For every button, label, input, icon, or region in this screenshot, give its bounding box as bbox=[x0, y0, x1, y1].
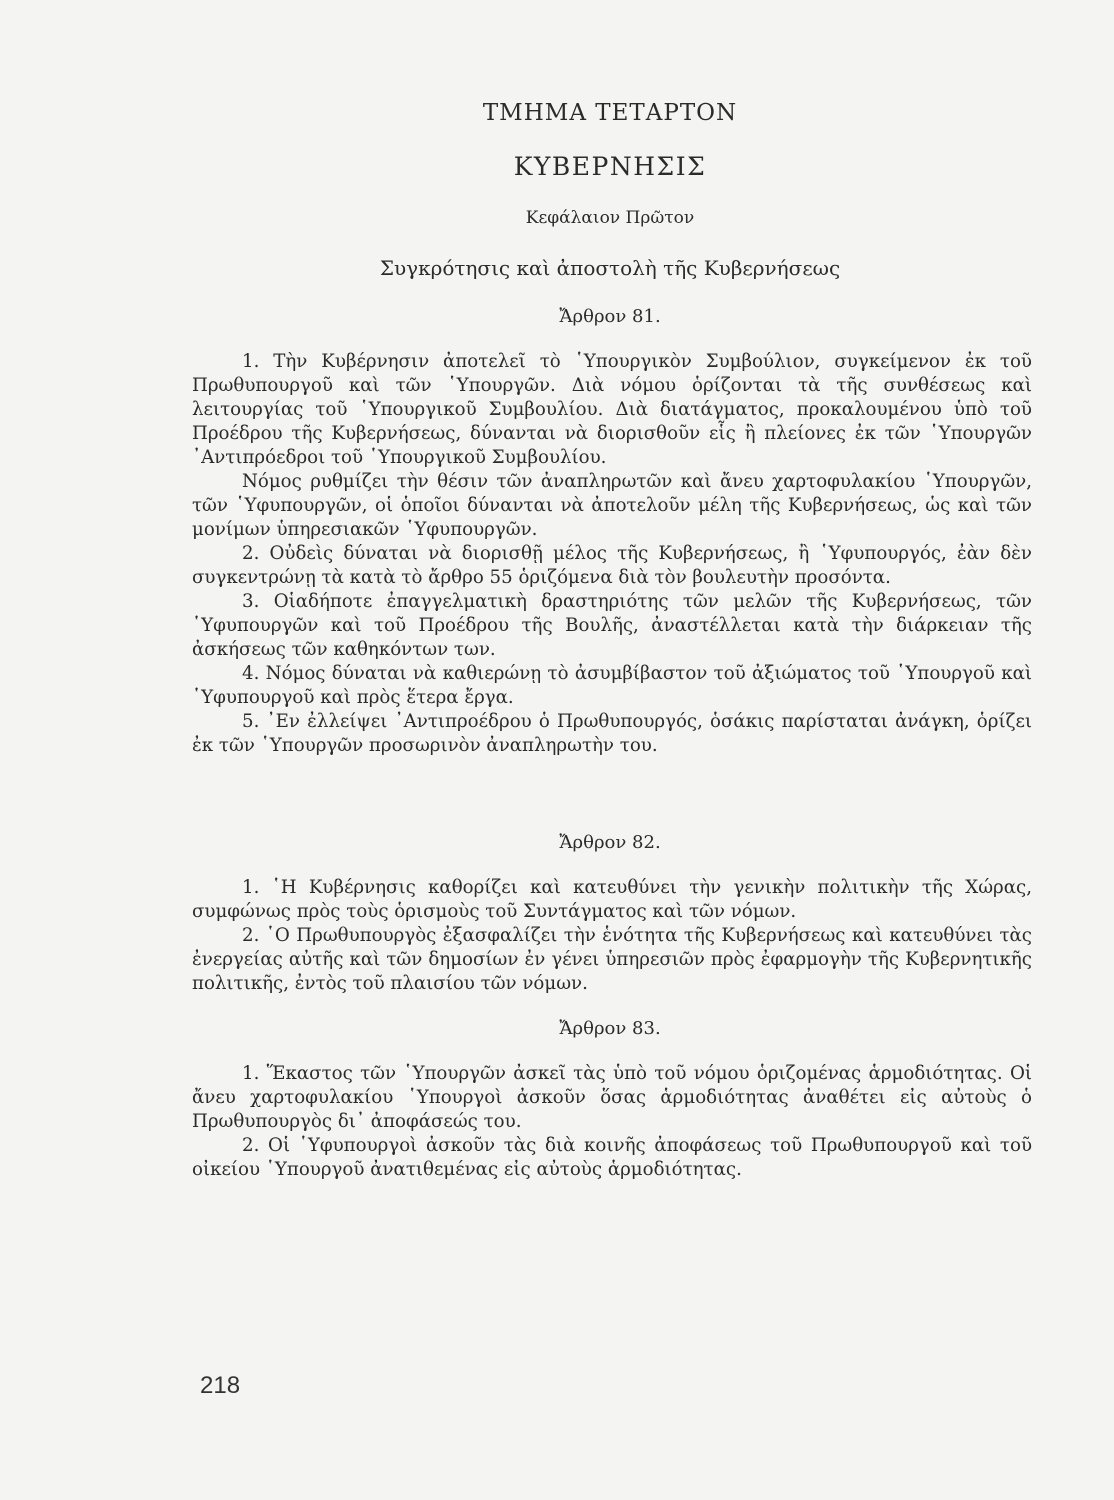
part-title: ΤΜΗΜΑ ΤΕΤΑΡΤΟΝ bbox=[482, 100, 738, 126]
article-83-paragraph-1: 1. Ἕκαστος τῶν ῾Υπουργῶν ἀσκεῖ τὰς ὑπὸ τοῦ νόμου ὁριζομένας ἁρμοδιότητας. Οἱ ἄνευ χαρτοφυλακίου ῾Υπουργοὶ ἀσκοῦν ὅσας ἁρμοδιότητας ἀναθέτει εἰς αὐτοὺς ὁ Πρωθυπουργὸς δι᾿ ἀποφάσεώς του. bbox=[192, 1063, 1032, 1132]
article-82-paragraph-1: 1. ῾Η Κυβέρνησις καθορίζει καὶ κατευθύνει τὴν γενικὴν πολιτικὴν τῆς Χώρας, συμφώνως πρὸς τοὺς ὁρισμοὺς τοῦ Συντάγματος καὶ τῶν νόμων. bbox=[192, 877, 1032, 922]
page-number: 218 bbox=[200, 1372, 241, 1399]
section-title: ΚΥΒΕΡΝΗΣΙΣ bbox=[513, 152, 707, 181]
chapter-subtitle: Συγκρότησις καὶ ἀποστολὴ τῆς Κυβερνήσεως bbox=[379, 256, 841, 280]
article-82-paragraph-2: 2. ῾Ο Πρωθυπουργὸς ἐξασφαλίζει τὴν ἑνότητα τῆς Κυβερνήσεως καὶ κατευθύνει τὰς ἐνεργείας αὐτῆς καὶ τῶν δημοσίων ἐν γένει ὑπηρεσιῶν πρὸς ἐφαρμογὴν τῆς Κυβερνητικῆς πολιτικῆς, ἐντὸς τοῦ πλαισίου τῶν νόμων. bbox=[192, 925, 1032, 994]
article-81-body bbox=[192, 350, 1032, 758]
chapter-title: Κεφάλαιον Πρῶτον bbox=[525, 208, 695, 228]
article-81-paragraph-5: 4. Νόμος δύναται νὰ καθιερώνῃ τὸ ἀσυμβίβαστον τοῦ ἀξιώματος τοῦ ῾Υπουργοῦ καὶ ῾Υφυπουργοῦ καὶ πρὸς ἕτερα ἔργα. bbox=[192, 663, 1032, 708]
article-83-paragraph-2: 2. Οἱ ῾Υφυπουργοὶ ἀσκοῦν τὰς διὰ κοινῆς ἀποφάσεως τοῦ Πρωθυπουργοῦ καὶ τοῦ οἰκείου ῾Υπουργοῦ ἀνατιθεμένας εἰς αὐτοὺς ἁρμοδιότητας. bbox=[192, 1135, 1032, 1180]
article-81-paragraph-3: 2. Οὐδεὶς δύναται νὰ διορισθῇ μέλος τῆς Κυβερνήσεως, ἢ ῾Υφυπουργός, ἐὰν δὲν συγκεντρώνῃ τὰ κατὰ τὸ ἄρθρο 55 ὁριζόμενα διὰ τὸν βουλευτὴν προσόντα. bbox=[192, 543, 1032, 588]
article-81-paragraph-6: 5. ᾿Εν ἐλλείψει ᾿Αντιπροέδρου ὁ Πρωθυπουργός, ὁσάκις παρίσταται ἀνάγκη, ὁρίζει ἐκ τῶν ῾Υπουργῶν προσωρινὸν ἀναπληρωτὴν του. bbox=[192, 711, 1032, 756]
article-82-heading: Ἄρθρον 82. bbox=[559, 832, 661, 853]
article-81-paragraph-1: 1. Τὴν Κυβέρνησιν ἀποτελεῖ τὸ ῾Υπουργικὸν Συμβούλιον, συγκείμενον ἐκ τοῦ Πρωθυπουργοῦ καὶ τῶν ῾Υπουργῶν. Διὰ νόμου ὁρίζονται τὰ τῆς συνθέσεως καὶ λειτουργίας τοῦ ῾Υπουργικοῦ Συμβουλίου. Διὰ διατάγματος, προκαλουμένου ὑπὸ τοῦ Προέδρου τῆς Κυβερνήσεως, δύνανται νὰ διορισθοῦν εἷς ἢ πλείονες ἐκ τῶν ῾Υπουργῶν ᾿Αντιπρόεδροι τοῦ ῾Υπουργικοῦ Συμβουλίου. bbox=[192, 351, 1032, 468]
article-83-heading: Ἄρθρον 83. bbox=[559, 1018, 661, 1039]
article-81-paragraph-2: Νόμος ρυθμίζει τὴν θέσιν τῶν ἀναπληρωτῶν καὶ ἄνευ χαρτοφυλακίου ῾Υπουργῶν, τῶν ῾Υφυπουργῶν, οἱ ὁποῖοι δύνανται νὰ ἀποτελοῦν μέλη τῆς Κυβερνήσεως, ὡς καὶ τῶν μονίμων ὑπηρεσιακῶν ῾Υφυπουργῶν. bbox=[192, 471, 1032, 540]
article-81-paragraph-4: 3. Οἱαδήποτε ἐπαγγελματικὴ δραστηριότης τῶν μελῶν τῆς Κυβερνήσεως, τῶν ῾Υφυπουργῶν καὶ τοῦ Προέδρου τῆς Βουλῆς, ἀναστέλλεται κατὰ τὴν διάρκειαν τῆς ἀσκήσεως τῶν καθηκόντων των. bbox=[192, 591, 1032, 660]
article-82-body bbox=[192, 876, 1032, 996]
article-81-heading: Ἄρθρον 81. bbox=[559, 306, 661, 327]
article-83-body bbox=[192, 1062, 1032, 1182]
